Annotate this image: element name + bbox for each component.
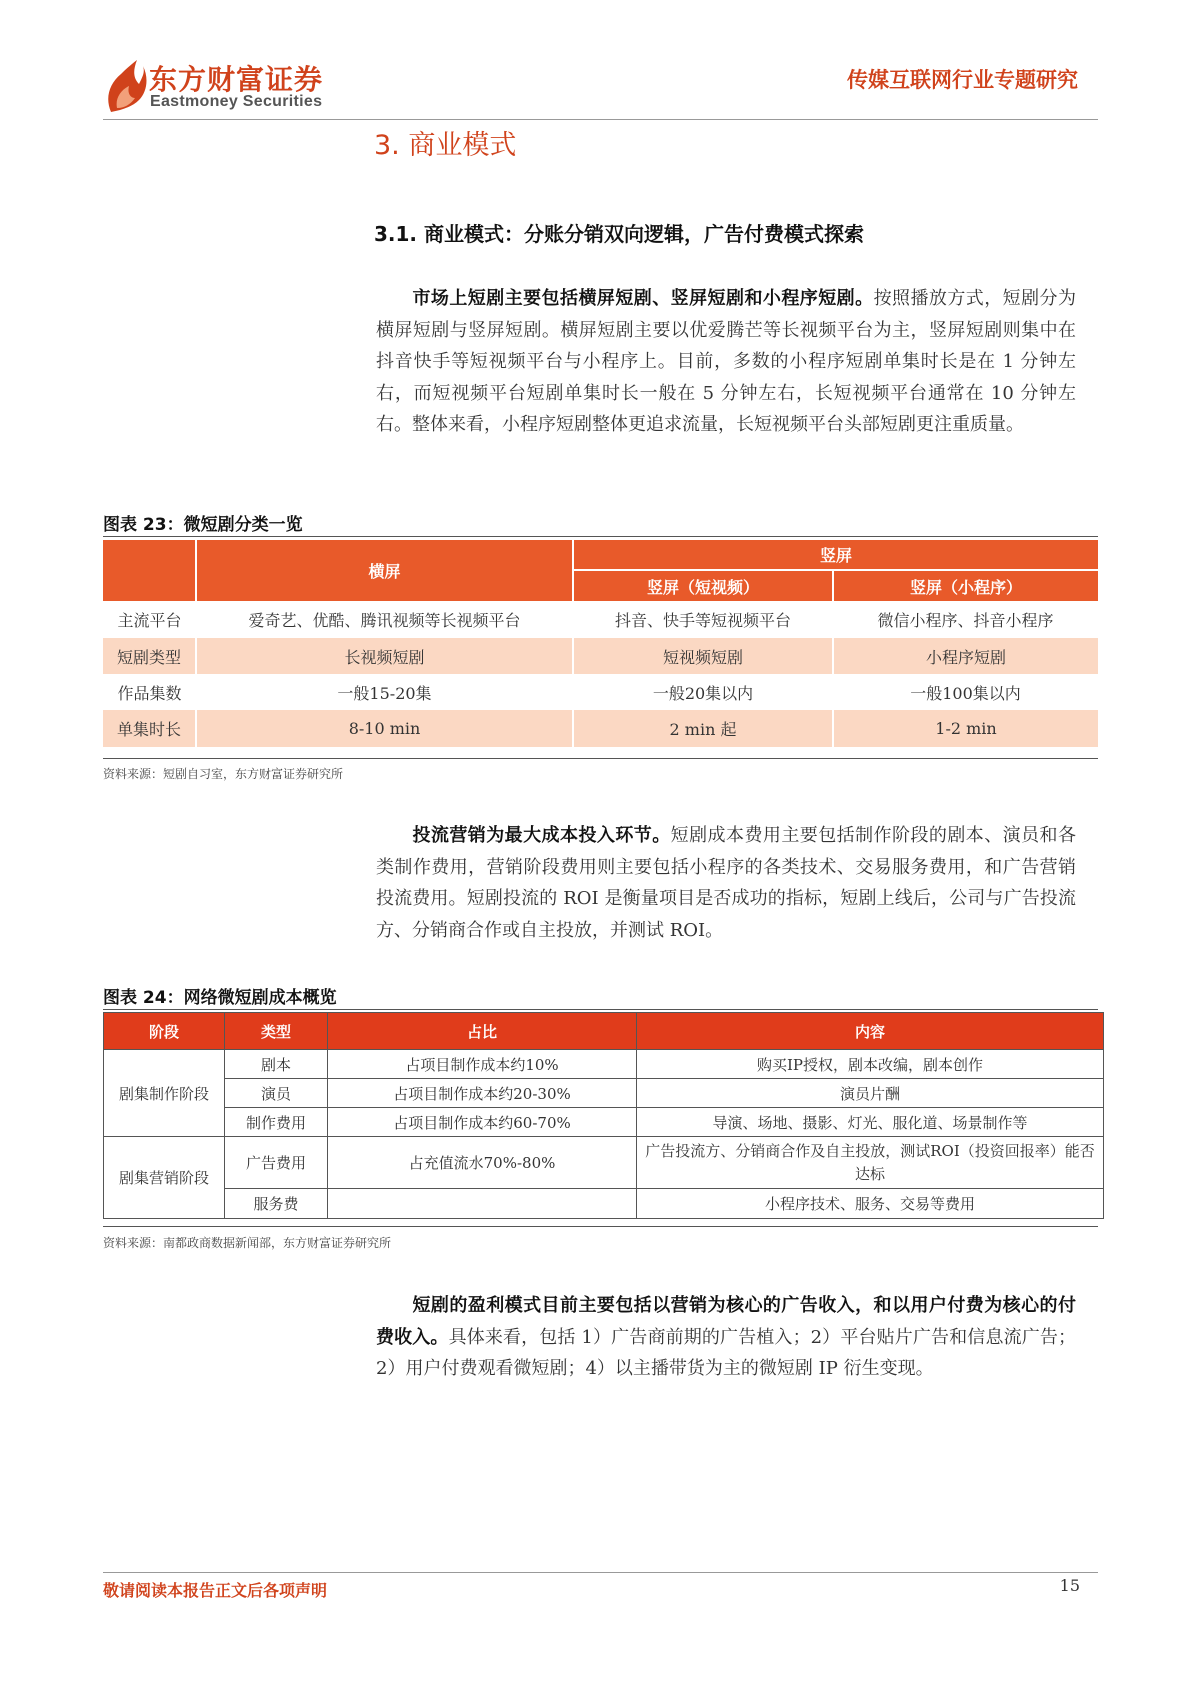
paragraph-lead: 短剧的盈利模式目前主要包括以营销为核心的广告收入，和以用户付费为核心的付费收入。 [376,1295,1076,1348]
cell-mini-program: 1-2 min [833,710,1098,747]
header-vertical-short-video: 竖屏（短视频） [573,570,833,601]
cell-content: 演员片酬 [637,1079,1104,1108]
short-drama-cost-table [103,1012,1104,1219]
cell-short-video: 抖音、快手等短视频平台 [614,611,791,630]
company-logo [103,58,333,114]
subsection-title: 3.1. 商业模式：分账分销双向逻辑，广告付费模式探索 [374,222,864,246]
logo-text-cn: 东方财富证券 [149,63,324,96]
figure-23-source: 资料来源：短剧自习室，东方财富证券研究所 [103,767,344,781]
paragraph-lead: 市场上短剧主要包括横屏短剧、竖屏短剧和小程序短剧。 [412,288,874,309]
cell-content: 导演、场地、摄影、灯光、服化道、场景制作等 [637,1108,1104,1137]
paragraph-classification [376,283,1076,441]
figure-24-bottom-line [103,1226,1098,1227]
paragraph-lead: 投流营销为最大成本投入环节。 [412,825,671,846]
cell-share: 占项目制作成本约20-30% [328,1079,637,1108]
cell-horizontal: 一般15-20集 [337,683,432,703]
section-title: 3. 商业模式 [374,130,517,161]
figure-24-top-line [103,1009,1098,1010]
header-divider [103,119,1098,120]
figure-23-title: 图表 23：微短剧分类一览 [103,515,303,535]
table-row [104,1108,1104,1137]
header-type: 类型 [225,1013,328,1050]
cell-share: 占项目制作成本约10% [328,1050,637,1079]
paragraph-body: 具体来看，包括 1）广告商前期的广告植入；2）平台贴片广告和信息流广告；2）用户付费观看微短剧；4）以主播带货为主的微短剧 IP 衍生变现。 [376,1326,1077,1379]
header-content: 内容 [637,1013,1104,1050]
paragraph-cost [376,820,1076,946]
header-stage: 阶段 [104,1013,225,1050]
table-row [103,674,1098,710]
cell-type: 服务费 [225,1189,328,1219]
row-label: 单集时长 [103,710,196,747]
cell-horizontal: 8-10 min [196,710,573,747]
table-row [104,1050,1104,1079]
table-row [103,638,1098,674]
cell-content: 广告投流方、分销商合作及自主投放，测试ROI（投资回报率）能否达标 [637,1137,1104,1189]
cell-content: 小程序技术、服务、交易等费用 [637,1189,1104,1219]
stage-production: 剧集制作阶段 [104,1050,225,1137]
table-corner [103,540,196,601]
header-horizontal: 横屏 [196,540,573,601]
cell-share: 占充值流水70%-80% [328,1137,637,1189]
stage-marketing: 剧集营销阶段 [104,1137,225,1219]
cell-mini-program: 一般100集以内 [910,683,1021,703]
cell-short-video: 短视频短剧 [573,638,833,674]
cell-horizontal: 爱奇艺、优酷、腾讯视频等长视频平台 [248,611,521,630]
table-row [104,1189,1104,1219]
row-label: 作品集数 [117,683,182,703]
cell-horizontal: 长视频短剧 [196,638,573,674]
header-share: 占比 [328,1013,637,1050]
cell-share: 占项目制作成本约60-70% [328,1108,637,1137]
cell-short-video: 一般20集以内 [652,683,754,703]
cell-type: 演员 [225,1079,328,1108]
figure-23-top-line [103,536,1098,537]
page-number: 15 [1059,1576,1080,1595]
cell-short-video: 2 min 起 [573,710,833,747]
header-vertical: 竖屏 [573,540,1098,570]
table-row [103,601,1098,638]
figure-23-bottom-line [103,758,1098,759]
paragraph-profit-model [376,1290,1076,1385]
logo-flame-icon [103,58,147,114]
paragraph-body: 短剧成本费用主要包括制作阶段的剧本、演员和各类制作费用，营销阶段费用则主要包括小程序的各类技术、交易服务费用，和广告营销投流费用。短剧投流的 ROI 是衡量项目是否成功的指标，短剧上线后，公司与广告投流方、分销商合作或自主投放，并测试 ROI。 [376,825,1077,941]
cell-type: 制作费用 [225,1108,328,1137]
row-label: 短剧类型 [103,638,196,674]
footer-disclaimer: 敬请阅读本报告正文后各项声明 [103,1581,328,1600]
paragraph-body: 按照播放方式，短剧分为横屏短剧与竖屏短剧。横屏短剧主要以优爱腾芒等长视频平台为主，竖屏短剧则集中在抖音快手等短视频平台与小程序上。目前，多数的小程序短剧单集时长是在 1 分钟左右，而短视频平台短剧单集时长一般在 5 分钟左右，长短视频平台通常在 10 分钟左右。整体来看，小程序短剧整体更追求流量，长短视频平台头部短剧更注重质量。 [376,288,1077,435]
header-vertical-mini-program: 竖屏（小程序） [833,570,1098,601]
table-row [104,1137,1104,1189]
cell-mini-program: 微信小程序、抖音小程序 [877,611,1054,630]
row-label: 主流平台 [117,611,182,630]
cell-type: 广告费用 [225,1137,328,1189]
cell-type: 剧本 [225,1050,328,1079]
cell-mini-program: 小程序短剧 [833,638,1098,674]
cell-content: 购买IP授权，剧本改编，剧本创作 [637,1050,1104,1079]
table-row [103,710,1098,747]
table-row [104,1079,1104,1108]
short-drama-classification-table [103,540,1098,747]
logo-text-en: Eastmoney Securities [150,93,323,110]
cell-share [328,1189,637,1219]
footer-divider [103,1572,1098,1573]
figure-24-source: 资料来源：南都政商数据新闻部，东方财富证券研究所 [103,1236,392,1250]
report-title: 传媒互联网行业专题研究 [847,68,1078,92]
figure-24-title: 图表 24：网络微短剧成本概览 [103,988,337,1008]
